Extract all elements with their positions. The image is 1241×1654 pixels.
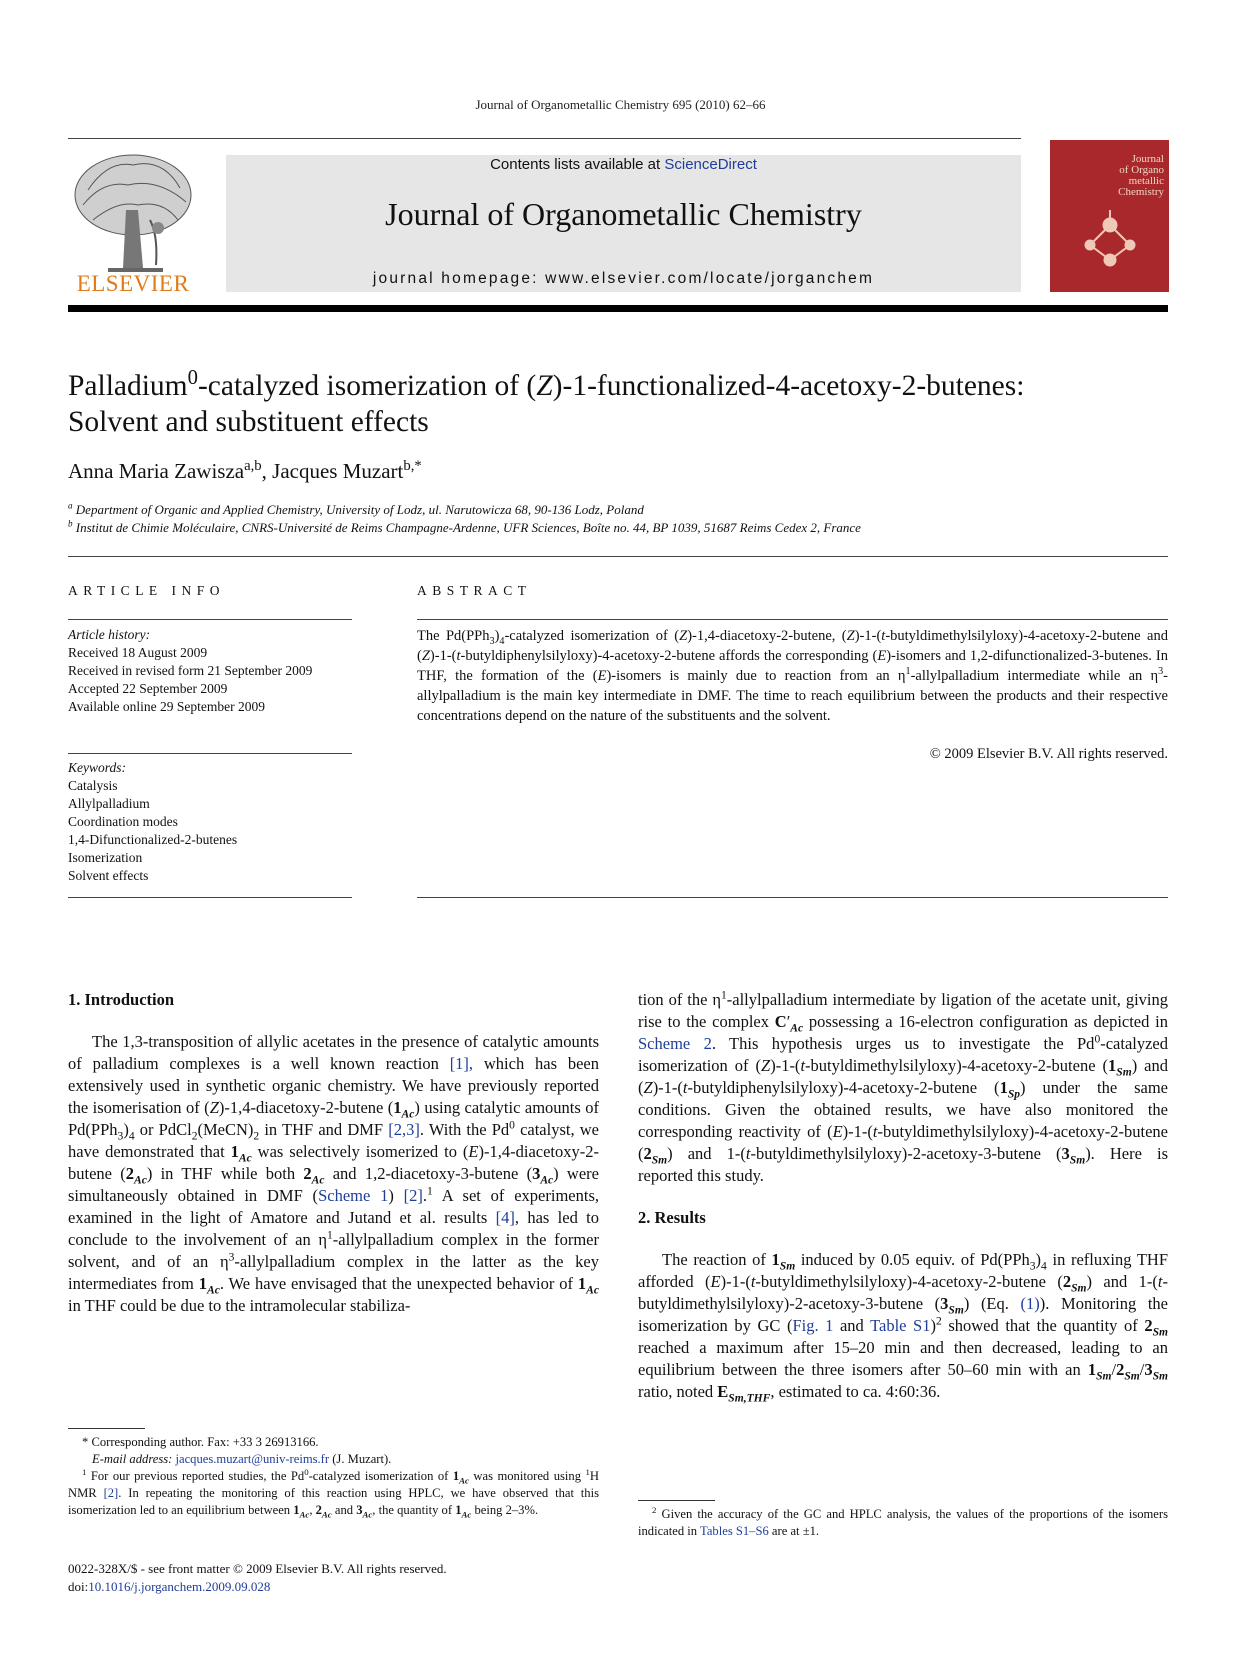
footnote-rule	[638, 1500, 715, 1501]
cover-title-line: Journal	[1131, 153, 1164, 165]
ref-link[interactable]: [1],	[449, 1054, 474, 1073]
footnote-rule	[68, 1428, 145, 1429]
elsevier-wordmark: ELSEVIER	[76, 271, 190, 296]
author-name: Anna Maria Zawisza	[68, 459, 245, 483]
divider	[417, 897, 1168, 898]
intro-paragraph-cont: tion of the $\eta^1$-allylpalladium intermediate by ligation of the acetate unit, giving rise to the complex $C'_{Ac}$ possessing a 16-electron configuration as depicted in Scheme 2. This hypothesis urges us to investigate the Pd$^0$-catalyzed isomerization of (Z)-1-(t-butyldimethylsilyloxy)-4-acetoxy-2-butene $(1_{Sm})$ and (Z)-1-(t-butyldiphenylsilyloxy)-4-acetoxy-2-butene $(1_{Sp})$ under the same conditions. Given the obtained results, we have also monitored the corresponding reactivity of (E)-1-(t-butyldimethylsilyloxy)-4-acetoxy-2-butene $(2_{Sm})$ and 1-(t-butyldimethylsilyloxy)-2-acetoxy-3-butene $(3_{Sm})$. Here is reported this study.	[638, 989, 1169, 1185]
divider	[68, 897, 352, 898]
table-link[interactable]: Table S1	[870, 1316, 931, 1335]
title-text: -catalyzed isomerization of (	[197, 370, 537, 402]
intro-paragraph: The 1,3-transposition of allylic acetates in the presence of catalytic amounts of palladium complexes is a well known reaction [1], which has been extensively used in synthetic organic chemistry. We have previously reported the isomerisation of (Z)-1,4-diacetoxy-2-butene $(1_{Ac})$ using catalytic amounts of $Pd(PPh_3)_4$ or $PdCl_2(MeCN)_2$ in THF and DMF [2,3]. With the Pd$^0$ catalyst, we have demonstrated that $1_{Ac}$ was selectively isomerized to (E)-1,4-diacetoxy-2-butene $(2_{Ac})$ in THF while both $2_{Ac}$ and 1,2-diacetoxy-3-butene $(3_{Ac})$ were simultaneously obtained in DMF (Scheme 1) [2].$^1$ A set of experiments, examined in the light of Amatore and Jutand et al. results [4], has led to conclude to the involvement of an $\eta^1$-allylpalladium complex in the former solvent, and of an $\eta^3$-allylpalladium complex in the latter as the key intermediates from $1_{Ac}$. We have envisaged that the unexpected behavior of $1_{Ac}$ in THF could be due to the intramolecular stabiliza-	[68, 1032, 600, 1315]
equation-link[interactable]: (1)	[1020, 1294, 1040, 1313]
abstract-heading: ABSTRACT	[417, 583, 532, 598]
title-line-2: Solvent and substituent effects	[68, 406, 429, 438]
article-title	[68, 368, 1168, 440]
keyword: Solvent effects	[68, 868, 149, 883]
affiliation-text: Institut de Chimie Moléculaire, CNRS-Université de Reims Champagne-Ardenne, UFR Sciences, Boîte no. 44, BP 1039, 51687 Reims Cedex 2, France	[75, 520, 861, 535]
email-suffix: (J. Muzart).	[332, 1452, 392, 1466]
running-head: Journal of Organometallic Chemistry 695 (2010) 62–66	[475, 97, 766, 112]
affiliation-a: $^a$ Department of Organic and Applied Chemistry, University of Lodz, ul. Narutowicza 68, 90-136 Lodz, Poland	[68, 500, 644, 517]
keyword: 1,4-Difunctionalized-2-butenes	[68, 832, 238, 847]
history-label: Article history:	[68, 627, 151, 642]
footnote-email	[68, 1451, 599, 1468]
title-italic: Z	[536, 370, 553, 402]
email-link[interactable]: jacques.muzart@univ-reims.fr	[175, 1452, 330, 1466]
footnote-corresponding: * Corresponding author. Fax: +33 3 26913166.	[82, 1435, 319, 1449]
keywords	[68, 759, 352, 885]
doi-link[interactable]: 10.1016/j.jorganchem.2009.09.028	[88, 1579, 271, 1594]
history-item: Accepted 22 September 2009	[68, 681, 228, 696]
results-paragraph: The reaction of $1_{Sm}$ induced by 0.05 equiv. of $Pd(PPh_3)_4$ in refluxing THF afforded (E)-1-(t-butyldimethylsilyloxy)-4-acetoxy-2-butene $(2_{Sm})$ and 1-(t-butyldimethylsilyloxy)-2-acetoxy-3-butene $(3_{Sm})$ (Eq. (1)). Monitoring the isomerization by GC (Fig. 1 and Table S1)$^2$ showed that the quantity of $2_{Sm}$ reached a maximum after 15–20 min and then decreased, leading to an equilibrium between the three isomers after 50–60 min with an $1_{Sm}/2_{Sm}/3_{Sm}$ ratio, noted $E_{Sm,THF}$, estimated to ca. 4:60:36.	[638, 1250, 1169, 1405]
cover-title-line: Chemistry	[1118, 186, 1164, 198]
title-sup: 0	[187, 367, 198, 390]
contents-prefix: Contents lists available at	[490, 156, 661, 173]
scheme-link[interactable]: Scheme 1	[318, 1186, 389, 1205]
ref-link[interactable]: [2]	[403, 1186, 423, 1205]
figure-link[interactable]: Fig. 1	[792, 1316, 834, 1335]
abstract-copyright: © 2009 Elsevier B.V. All rights reserved.	[929, 746, 1168, 762]
ref-link[interactable]: [4]	[495, 1208, 515, 1227]
cover-title	[1060, 154, 1164, 198]
body-column-left	[68, 989, 599, 1317]
section-heading-results: 2. Results	[638, 1208, 706, 1227]
author-name: Jacques Muzart	[272, 459, 404, 483]
issn-line: 0022-328X/$ - see front matter © 2009 Elsevier B.V. All rights reserved.	[68, 1561, 447, 1576]
cover-title-line: metallic	[1128, 175, 1164, 187]
keyword: Isomerization	[68, 850, 143, 865]
email-label: E-mail address:	[92, 1452, 173, 1466]
keyword: Coordination modes	[68, 814, 178, 829]
footnote-1: $^1$ For our previous reported studies, the Pd$^0$-catalyzed isomerization of $1_{Ac}$ was monitored using $^1$H NMR [2]. In repeating the monitoring of this reaction using HPLC, we have observed that this isomerization led to an equilibrium between $1_{Ac}$, $2_{Ac}$ and $3_{Ac}$, the quantity of $1_{Ac}$ being 2–3%.	[68, 1466, 600, 1520]
divider	[68, 619, 352, 620]
divider	[417, 619, 1168, 620]
history-item: Received 18 August 2009	[68, 645, 208, 660]
article-history	[68, 626, 352, 716]
history-item: Received in revised form 21 September 2009	[68, 663, 313, 678]
section-heading-introduction: 1. Introduction	[68, 990, 175, 1009]
footnotes-left	[68, 1434, 599, 1519]
contents-line	[226, 156, 1021, 173]
body-column-right	[638, 989, 1168, 1403]
title-text: )-1-functionalized-4-acetoxy-2-butenes:	[552, 370, 1025, 402]
abstract-body: The $Pd(PPh_3)_4$-catalyzed isomerization of (Z)-1,4-diacetoxy-2-butene, (Z)-1-(t-butyldimethylsilyloxy)-4-acetoxy-2-butene and (Z)-1-(t-butyldiphenylsilyloxy)-4-acetoxy-2-butene affords the corresponding (E)-isomers and 1,2-difunctionalized-3-butenes. In THF, the formation of the (E)-isomers is mainly due to reaction from an $\eta^1$-allylpalladium intermediate while an $\eta^3$-allylpalladium is the main key intermediate in DMF. The time to reach equilibrium between the products and their respective concentrations depend on the nature of the substituents and the solvent.	[417, 628, 1168, 724]
page-footer	[68, 1560, 447, 1596]
divider	[68, 753, 352, 754]
doi-line	[68, 1578, 447, 1596]
history-item: Available online 29 September 2009	[68, 699, 265, 714]
header-rule	[68, 138, 1021, 139]
author-sup: a,b	[244, 458, 262, 474]
doi-label: doi:	[68, 1579, 89, 1594]
article-info-heading: ARTICLE INFO	[68, 583, 226, 598]
journal-name: Journal of Organometallic Chemistry	[385, 196, 862, 232]
scheme-link[interactable]: Scheme 2	[638, 1034, 712, 1053]
keyword: Catalysis	[68, 778, 118, 793]
affiliation-b: $^b$ Institut de Chimie Moléculaire, CNRS-Université de Reims Champagne-Ardenne, UFR Sciences, Boîte no. 44, BP 1039, 51687 Reims Cedex 2, France	[68, 518, 861, 535]
footnote-text: Corresponding author. Fax: +33 3 26913166.	[91, 1435, 319, 1449]
sciencedirect-link[interactable]: ScienceDirect	[664, 156, 757, 173]
journal-homepage[interactable]: journal homepage: www.elsevier.com/locate/jorganchem	[372, 270, 875, 287]
affiliation-text: Department of Organic and Applied Chemistry, University of Lodz, ul. Narutowicza 68, 90-136 Lodz, Poland	[75, 502, 644, 517]
tables-link[interactable]: Tables S1–S6	[700, 1524, 769, 1538]
title-text: Palladium	[68, 370, 188, 402]
cover-title-line: of Organo	[1119, 164, 1164, 176]
masthead-thick-rule	[68, 305, 1168, 312]
author-sup: b,*	[403, 458, 422, 474]
ref-link[interactable]: [2,3]	[388, 1120, 420, 1139]
keyword: Allylpalladium	[68, 796, 150, 811]
author-list: Anna Maria Zawisza$^{a,b}$, Jacques Muzart$^{b,*}$	[68, 458, 422, 483]
keywords-label: Keywords:	[68, 760, 126, 775]
affiliation-rule	[68, 556, 1168, 557]
footnote-2: $^2$ Given the accuracy of the GC and HPLC analysis, the values of the proportions of the isomers indicated in Tables S1–S6 are at ±1.	[638, 1504, 1168, 1538]
